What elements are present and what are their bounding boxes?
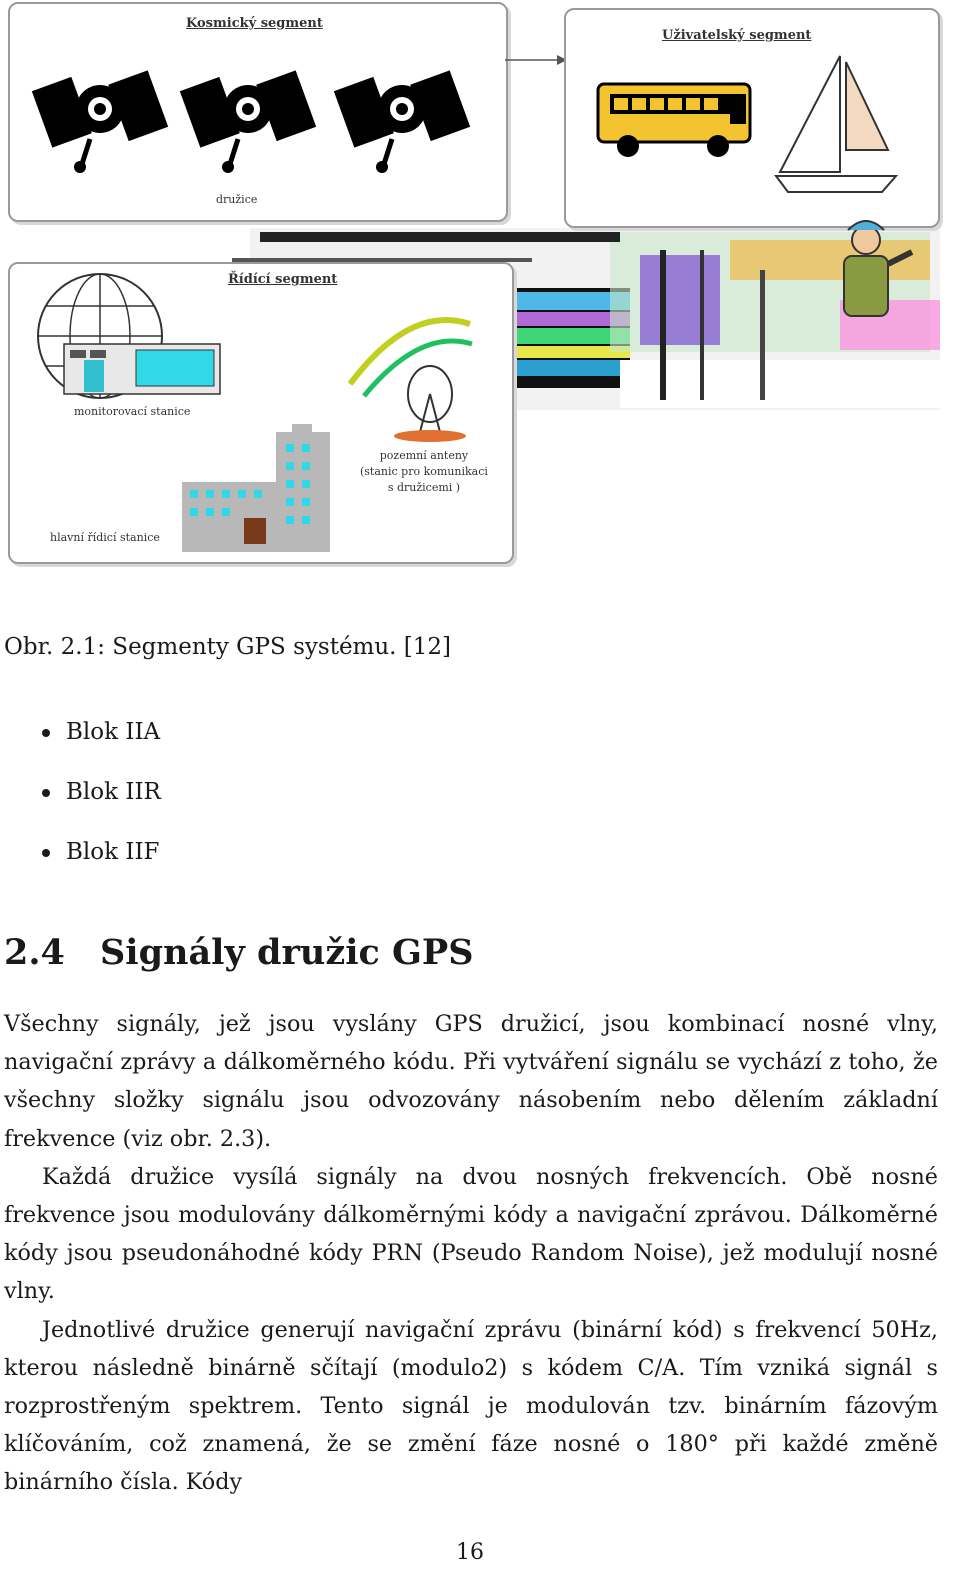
user-segment-label: Uživatelský segment <box>662 28 812 43</box>
section-number: 2.4 <box>4 932 65 973</box>
space-segment-label: Kosmický segment <box>186 16 323 31</box>
antenna-icon <box>350 320 472 442</box>
list-item: Blok IIF <box>0 838 161 898</box>
section-heading <box>4 932 474 973</box>
user-segment-panel <box>564 8 940 228</box>
monitoring-station-label: monitorovací stanice <box>74 405 191 418</box>
page-number: 16 <box>456 1540 484 1565</box>
building-icon <box>182 424 330 552</box>
bullet-icon <box>42 789 50 797</box>
satellite-icon <box>334 70 470 173</box>
satellites-label: družice <box>216 193 258 206</box>
satellite-icon <box>32 70 168 173</box>
satellite-icon <box>180 70 316 173</box>
figure-caption: Obr. 2.1: Segmenty GPS systému. [12] <box>4 634 452 660</box>
list-item: Blok IIR <box>0 778 161 838</box>
list-item: Blok IIA <box>0 718 161 778</box>
paragraph: Jednotlivé družice generují navigační zprávu (binární kód) s frekvencí 50Hz, kterou následně binárně sčítají (modulo2) s kódem C/A. Tím vzniká signál s rozprostřeným spektrem. Tento signál je modulován tzv. binárním fázovým klíčováním, což znamená, že se změní fáze nosné o 180° při každé změně binárního čísla. Kódy <box>4 1316 938 1496</box>
bus-icon <box>598 84 750 157</box>
person-icon <box>816 214 936 354</box>
gps-segments-figure <box>0 0 960 580</box>
master-station-label: hlavní řídicí stanice <box>50 531 160 544</box>
control-segment-label: Řídící segment <box>228 272 338 287</box>
paragraph: Všechny signály, jež jsou vyslány GPS družicí, jsou kombinací nosné vlny, navigační zprávy a dálkoměrného kódu. Při vytváření signálu se vychází z toho, že všechny složky signálu jsou odvozovány násobením nebo dělením základní frekvence (viz obr. 2.3). <box>4 1011 938 1152</box>
paragraph: Každá družice vysílá signály na dvou nosných frekvencích. Obě nosné frekvence jsou modulovány dálkoměrnými kódy a navigační zprávou. Dálkoměrné kódy jsou pseudonáhodné kódy PRN (Pseudo Random Noise), jež modulují nosné vlny. <box>4 1163 938 1305</box>
block-list <box>0 718 161 898</box>
bullet-icon <box>42 849 50 857</box>
monitoring-station-icon <box>64 344 220 394</box>
section-title: Signály družic GPS <box>100 932 474 973</box>
space-segment-panel <box>8 2 508 222</box>
control-segment-panel <box>8 262 514 564</box>
bullet-icon <box>42 729 50 737</box>
antennas-label: pozemní anteny (stanic pro komunikaci s družicemi ) <box>360 449 488 494</box>
sailboat-icon <box>776 56 896 192</box>
body-text <box>4 1005 938 1502</box>
